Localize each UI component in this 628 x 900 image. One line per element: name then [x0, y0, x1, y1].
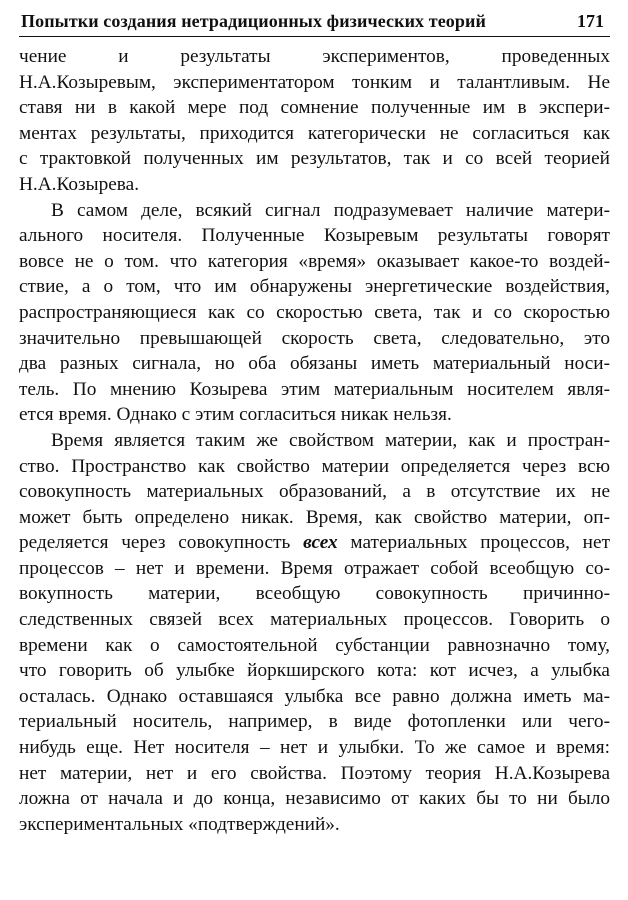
text-line: чение и результаты экспериментов, проведенных	[19, 46, 610, 67]
text-line	[19, 530, 610, 556]
text-line: Н.А.Козырева.	[19, 173, 140, 195]
text-line: вовсе не о том. что категория «время» оказывает какое-то воздей-	[19, 250, 610, 272]
text-line: распространяющиеся как со скоростью света, так и со скоростью	[19, 301, 610, 323]
text-line: Н.А.Козыревым, экспериментатором тонким и талантливым. Не	[19, 71, 610, 93]
text-line: териальный носитель, например, в виде фотопленки или чего-	[19, 711, 610, 733]
text-line: ставя ни в какой мере под сомнение полученные им в экспери-	[19, 97, 610, 119]
text-segment: ределяется через совокупность	[19, 532, 304, 554]
paragraph	[19, 44, 610, 198]
text-line: два разных сигнала, но оба обязаны иметь материальный носи-	[19, 353, 610, 375]
book-page	[19, 9, 610, 837]
text-line: вокупность материи, всеобщую совокупность причинно-	[19, 583, 610, 605]
text-line: может быть определено никак. Время, как свойство материи, оп-	[19, 506, 610, 528]
running-header	[19, 9, 610, 37]
text-line: ложна от начала и до конца, независимо от каких бы то ни было	[19, 788, 610, 810]
text-line: следственных связей всех материальных процессов. Говорить о	[19, 609, 610, 631]
text-line: с трактовкой полученных им результатов, так и со всей теорией	[19, 148, 610, 170]
text-line: значительно превышающей скорость света, следовательно, это	[19, 327, 610, 349]
text-line: процессов – нет и времени. Время отражает собой всеобщую со-	[19, 557, 610, 579]
paragraph	[19, 198, 610, 428]
text-line: времени как о самостоятельной субстанции равнозначно тому,	[19, 634, 610, 656]
text-line: совокупность материальных образований, а в отсутствие их не	[19, 481, 610, 503]
text-line: ментах результаты, приходится категорически не согласиться как	[19, 122, 610, 144]
text-line: тель. По мнению Козырева этим материальным носителем явля-	[19, 378, 610, 400]
text-line: осталась. Однако оставшаяся улыбка все равно должна иметь ма-	[19, 685, 610, 707]
page-number: 171	[577, 11, 604, 31]
text-line: ется время. Однако с этим согласиться никак нельзя.	[19, 404, 452, 426]
text-line: ального носителя. Полученные Козыревым результаты говорят	[19, 225, 610, 247]
text-segment: материальных процессов, нет	[337, 532, 610, 554]
emphasized-word: всех	[303, 532, 338, 554]
body-text	[19, 44, 610, 837]
text-line: нибудь еще. Нет носителя – нет и улыбки. То же самое и время:	[19, 737, 610, 759]
text-line: экспериментальных «подтверждений».	[19, 813, 340, 835]
text-line: В самом деле, всякий сигнал подразумевает наличие матери-	[51, 199, 610, 221]
text-line: Время является таким же свойством материи, как и простран-	[51, 429, 610, 451]
text-line: нет материи, нет и его свойства. Поэтому теория Н.А.Козырева	[19, 762, 610, 784]
chapter-title: Попытки создания нетрадиционных физических теорий	[21, 11, 486, 31]
paragraph	[19, 428, 610, 838]
text-line: ствие, а о том, что им обнаружены энергетические воздействия,	[19, 276, 610, 298]
text-line: что говорить об улыбке йоркширского кота: кот исчез, а улыбка	[19, 660, 610, 682]
text-line: ство. Пространство как свойство материи определяется через всю	[19, 455, 610, 477]
